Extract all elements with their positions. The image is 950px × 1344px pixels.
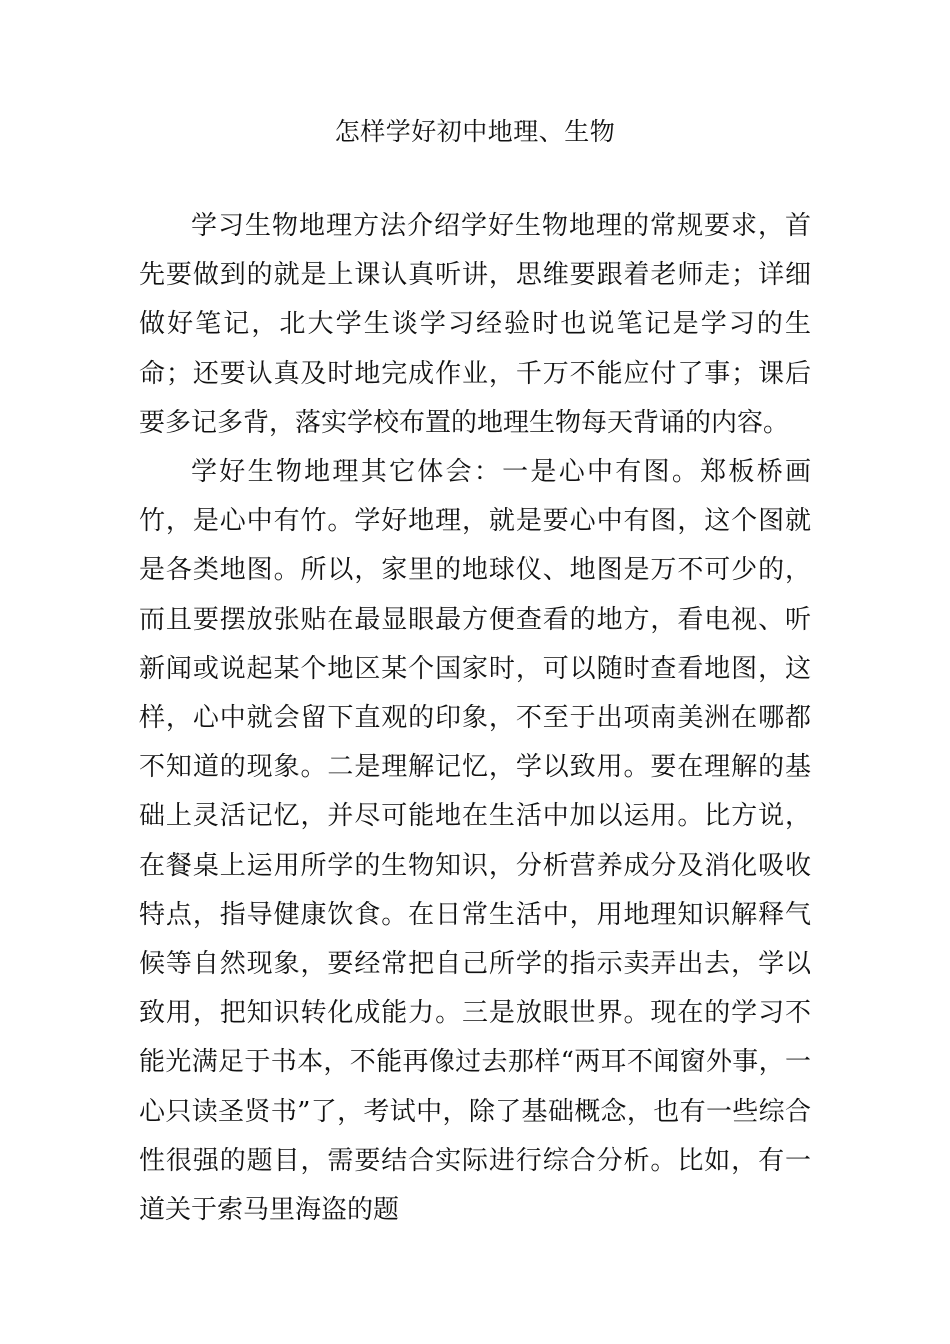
paragraph-2: 学好生物地理其它体会：一是心中有图。郑板桥画竹，是心中有竹。学好地理，就是要心中有图，这个图就是各类地图。所以，家里的地球仪、地图是万不可少的，而且要摆放张贴在最显眼最方便查看的地方，看电视、听新闻或说起某个地区某个国家时，可以随时查看地图，这样，心中就会留下直观的印象，不至于出项南美洲在哪都不知道的现象。二是理解记忆，学以致用。要在理解的基础上灵活记忆，并尽可能地在生活中加以运用。比方说，在餐桌上运用所学的生物知识，分析营养成分及消化吸收特点，指导健康饮食。在日常生活中，用地理知识解释气候等自然现象，要经常把自己所学的指示卖弄出去，学以致用，把知识转化成能力。三是放眼世界。现在的学习不能光满足于书本，不能再像过去那样“两耳不闻窗外事，一心只读圣贤书”了，考试中，除了基础概念，也有一些综合性很强的题目，需要结合实际进行综合分析。比如，有一道关于索马里海盗的题: [139, 457, 811, 1226]
document-body: [139, 202, 811, 1235]
paragraph-1: 学习生物地理方法介绍学好生物地理的常规要求，首先要做到的就是上课认真听讲，思维要跟着老师走；详细做好笔记，北大学生谈学习经验时也说笔记是学习的生命；还要认真及时地完成作业，千万不能应付了事；课后要多记多背，落实学校布置的地理生物每天背诵的内容。: [139, 211, 811, 438]
document-title: 怎样学好初中地理、生物: [334, 117, 616, 146]
